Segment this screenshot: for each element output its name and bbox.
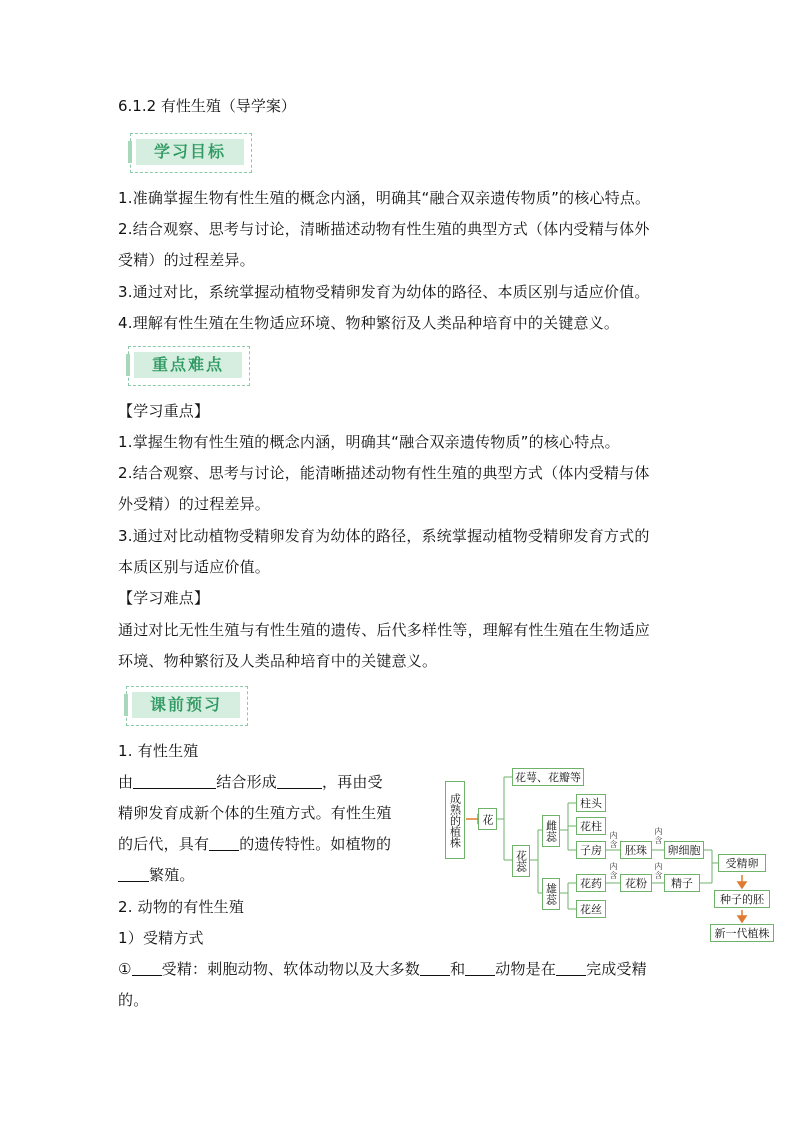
- section-banner-key-points: [128, 346, 250, 386]
- objective-line: 1.准确掌握生物有性生殖的概念内涵，明确其“融合双亲遗传物质”的核心特点。: [118, 189, 651, 207]
- text-fragment: ①: [118, 960, 132, 978]
- ovary-box: 子房: [576, 841, 606, 859]
- objective-line: 2.结合观察、思考与讨论，清晰描述动物有性生殖的典型方式（体内受精与体外: [118, 220, 650, 238]
- text-fragment: 由: [118, 773, 134, 791]
- preview-item-title: 1. 有性生殖: [118, 742, 199, 760]
- preview-line: 的。: [118, 991, 149, 1009]
- fill-blank[interactable]: [420, 961, 450, 976]
- section-banner-preview: [126, 686, 248, 726]
- text-fragment: 的后代，具有: [118, 835, 210, 853]
- focus-heading: 【学习重点】: [118, 402, 210, 420]
- difficulty-line: 通过对比无性生殖与有性生殖的遗传、后代多样性等，理解有性生殖在生物适应: [118, 621, 651, 639]
- stigma-box: 柱头: [576, 794, 606, 812]
- fill-blank[interactable]: [118, 867, 149, 882]
- seed-embryo-box: 种子的胚: [714, 890, 770, 908]
- new-plant-box: 新一代植株: [710, 924, 774, 942]
- difficulty-heading: 【学习难点】: [118, 589, 210, 607]
- section-title: 课前预习: [149, 695, 222, 714]
- flower-box: 花: [478, 808, 497, 830]
- objective-line: 3.通过对比，系统掌握动植物受精卵发育为幼体的路径、本质区别与适应价值。: [118, 283, 650, 301]
- fill-blank[interactable]: [277, 774, 322, 789]
- ovule-box: 胚珠: [620, 841, 652, 859]
- anther-box: 花药: [576, 874, 606, 892]
- sperm-box: 精子: [664, 874, 700, 892]
- preview-line: [118, 959, 647, 979]
- text-fragment: 动物是在: [495, 960, 557, 978]
- section-banner-objectives: [130, 133, 252, 173]
- pistil-stamen-box: 花蕊: [512, 845, 530, 877]
- section-title: 学习目标: [153, 142, 226, 161]
- text-fragment: 繁殖。: [149, 866, 195, 884]
- zygote-box: 受精卵: [718, 854, 766, 872]
- text-fragment: 和: [450, 960, 466, 978]
- contains-label: 内含: [609, 862, 618, 880]
- text-fragment: 完成受精: [586, 960, 647, 978]
- text-fragment: 的遗传特性。如植物的: [239, 835, 392, 853]
- contains-label: 内含: [609, 831, 618, 849]
- page-title: 6.1.2 有性生殖（导学案）: [118, 97, 296, 115]
- focus-line: 1.掌握生物有性生殖的概念内涵，明确其“融合双亲遗传物质”的核心特点。: [118, 433, 620, 451]
- focus-line: 外受精）的过程差异。: [118, 495, 271, 513]
- flower-structure-diagram: [442, 763, 794, 948]
- text-fragment: ，再由受: [322, 773, 383, 791]
- focus-line: 本质区别与适应价值。: [118, 558, 271, 576]
- objective-line: 4.理解有性生殖在生物适应环境、物种繁衍及人类品种培育中的关键意义。: [118, 314, 620, 332]
- egg-cell-box: 卵细胞: [664, 841, 704, 859]
- fill-blank[interactable]: [465, 961, 495, 976]
- fill-blank[interactable]: [556, 961, 586, 976]
- focus-line: 3.通过对比动植物受精卵发育为幼体的路径，系统掌握动植物受精卵发育方式的: [118, 527, 650, 545]
- focus-line: 2.结合观察、思考与讨论，能清晰描述动物有性生殖的典型方式（体内受精与体: [118, 464, 650, 482]
- preview-item-title: 2. 动物的有性生殖: [118, 898, 245, 916]
- section-title: 重点难点: [151, 355, 224, 374]
- preview-subtitle: 1）受精方式: [118, 929, 204, 947]
- fill-blank[interactable]: [132, 961, 162, 976]
- fill-blank[interactable]: [133, 774, 216, 789]
- mature-plant-box: 成熟的植株: [445, 781, 465, 859]
- preview-line: 精卵发育成新个体的生殖方式。有性生殖: [118, 804, 392, 822]
- text-fragment: 结合形成: [216, 773, 278, 791]
- preview-line: [118, 865, 195, 885]
- text-fragment: 受精：刺胞动物、软体动物以及大多数: [161, 960, 421, 978]
- preview-line: [118, 772, 383, 792]
- preview-line: [118, 834, 391, 854]
- difficulty-line: 环境、物种繁衍及人类品种培育中的关键意义。: [118, 652, 438, 670]
- stamen-box: 雄蕊: [542, 878, 560, 910]
- contains-label: 内含: [654, 862, 663, 880]
- pollen-box: 花粉: [620, 874, 652, 892]
- fill-blank[interactable]: [209, 836, 239, 851]
- pistil-box: 雌蕊: [542, 815, 560, 847]
- style-box: 花柱: [576, 817, 606, 835]
- sepal-petal-box: 花萼、花瓣等: [512, 768, 584, 786]
- contains-label: 内含: [654, 827, 663, 845]
- filament-box: 花丝: [576, 900, 606, 918]
- objective-line: 受精）的过程差异。: [118, 251, 255, 269]
